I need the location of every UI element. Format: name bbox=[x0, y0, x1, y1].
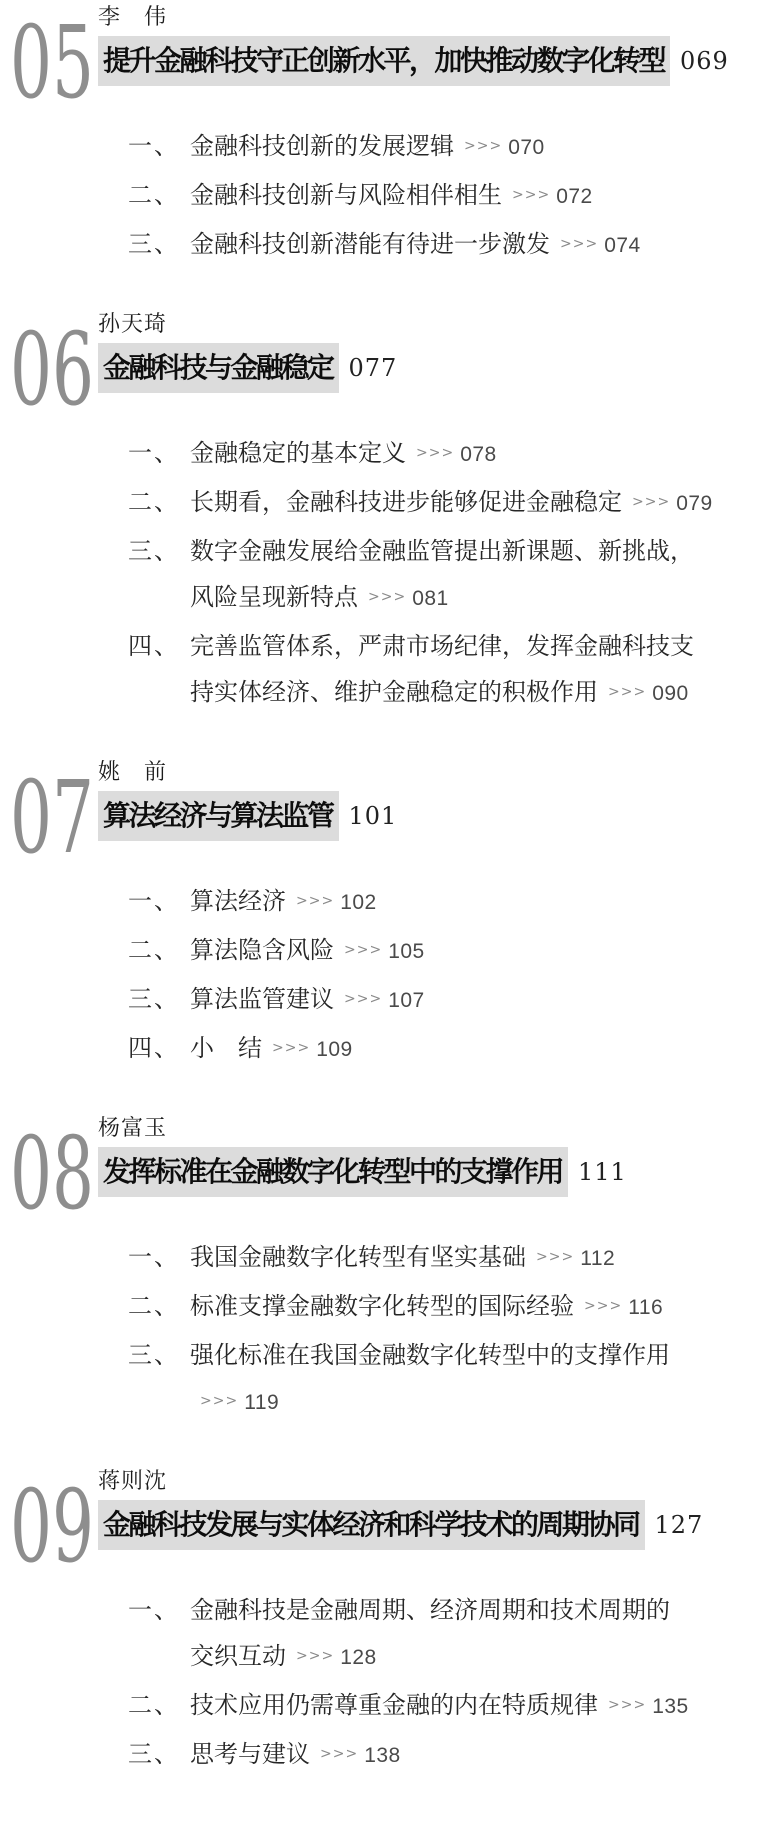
arrow-separator: >>> bbox=[536, 1249, 575, 1265]
toc-item bbox=[128, 1683, 752, 1732]
chapter-page-number: 069 bbox=[680, 47, 729, 75]
toc-section bbox=[10, 2, 752, 271]
arrow-separator: >>> bbox=[608, 1697, 647, 1713]
item-title: 长期看，金融科技进步能够促进金融稳定 bbox=[190, 490, 622, 516]
chapter-item-list bbox=[128, 431, 752, 719]
arrow-separator: >>> bbox=[200, 1393, 239, 1409]
chapter-header bbox=[10, 2, 752, 121]
arrow-separator: >>> bbox=[608, 684, 647, 700]
item-marker: 三、 bbox=[128, 1343, 180, 1369]
item-page-number: 116 bbox=[628, 1296, 664, 1319]
toc-item bbox=[128, 1588, 752, 1683]
chapter-header-main bbox=[98, 1466, 752, 1550]
item-text bbox=[190, 1235, 752, 1284]
chapter-author: 孙天琦 bbox=[98, 311, 168, 336]
arrow-separator: >>> bbox=[416, 445, 455, 461]
chapter-title-row bbox=[98, 791, 752, 841]
item-marker: 二、 bbox=[128, 1294, 180, 1320]
item-marker: 一、 bbox=[128, 889, 180, 915]
item-title: 我国金融数字化转型有坚实基础 bbox=[190, 1245, 526, 1271]
item-text bbox=[190, 977, 752, 1026]
item-page-number: 135 bbox=[652, 1695, 689, 1718]
toc-item bbox=[128, 977, 752, 1026]
item-page-number: 072 bbox=[556, 185, 593, 208]
item-page-number: 138 bbox=[364, 1744, 401, 1767]
chapter-header bbox=[10, 1466, 752, 1585]
item-page-number: 081 bbox=[412, 587, 449, 610]
item-page-number: 074 bbox=[604, 234, 641, 257]
item-marker: 四、 bbox=[128, 1036, 180, 1062]
item-title-line-2: 交织互动 bbox=[190, 1644, 286, 1670]
item-title: 算法隐含风险 bbox=[190, 938, 334, 964]
item-marker: 四、 bbox=[128, 634, 180, 660]
chapter-item-list bbox=[128, 879, 752, 1075]
arrow-separator: >>> bbox=[272, 1040, 311, 1056]
item-title-line-1: 完善监管体系，严肃市场纪律，发挥金融科技支 bbox=[190, 634, 694, 660]
chapter-title: 提升金融科技守正创新水平，加快推动数字化转型 bbox=[98, 36, 670, 86]
item-text bbox=[190, 222, 752, 271]
chapter-title: 发挥标准在金融数字化转型中的支撑作用 bbox=[98, 1147, 568, 1197]
item-marker: 三、 bbox=[128, 987, 180, 1013]
item-title: 算法经济 bbox=[190, 889, 286, 915]
item-page-number: 105 bbox=[388, 940, 425, 963]
arrow-separator: >>> bbox=[632, 494, 671, 510]
chapter-header-main bbox=[98, 1113, 752, 1197]
item-page-number: 109 bbox=[316, 1038, 353, 1061]
item-page-number: 079 bbox=[676, 492, 713, 515]
item-page-number: 102 bbox=[340, 891, 377, 914]
chapter-author: 李 伟 bbox=[98, 4, 168, 29]
chapter-number: 06 bbox=[10, 311, 94, 428]
toc-item bbox=[128, 480, 752, 529]
toc-item bbox=[128, 529, 752, 624]
chapter-title-row bbox=[98, 1147, 752, 1197]
item-title: 金融科技创新潜能有待进一步激发 bbox=[190, 232, 550, 258]
chapter-header-main bbox=[98, 2, 752, 86]
chapter-number: 09 bbox=[10, 1468, 94, 1585]
item-title: 思考与建议 bbox=[190, 1742, 310, 1768]
item-title: 技术应用仍需尊重金融的内在特质规律 bbox=[190, 1693, 598, 1719]
chapter-number: 08 bbox=[10, 1115, 94, 1232]
arrow-separator: >>> bbox=[560, 236, 599, 252]
item-title: 算法监管建议 bbox=[190, 987, 334, 1013]
item-marker: 二、 bbox=[128, 938, 180, 964]
item-text bbox=[190, 124, 752, 173]
chapter-page-number: 101 bbox=[348, 802, 398, 830]
chapter-item-list bbox=[128, 1588, 752, 1781]
toc-item bbox=[128, 1235, 752, 1284]
item-page-number: 128 bbox=[340, 1646, 377, 1669]
toc-item bbox=[128, 928, 752, 977]
item-title: 标准支撑金融数字化转型的国际经验 bbox=[190, 1294, 574, 1320]
chapter-page-number: 111 bbox=[578, 1158, 627, 1186]
chapter-author: 姚 前 bbox=[98, 759, 168, 784]
arrow-separator: >>> bbox=[296, 1648, 335, 1664]
chapter-number: 05 bbox=[10, 4, 94, 121]
chapter-author: 杨富玉 bbox=[98, 1115, 168, 1140]
chapter-item-list bbox=[128, 1235, 752, 1428]
arrow-separator: >>> bbox=[368, 589, 407, 605]
item-text bbox=[190, 1588, 752, 1683]
chapter-title: 算法经济与算法监管 bbox=[98, 791, 339, 841]
toc-section bbox=[10, 757, 752, 1075]
item-title: 小 结 bbox=[190, 1036, 262, 1062]
item-page-number: 112 bbox=[580, 1247, 616, 1270]
item-text bbox=[190, 928, 752, 977]
item-page-number: 090 bbox=[652, 682, 689, 705]
toc-item bbox=[128, 173, 752, 222]
item-text bbox=[190, 1026, 752, 1075]
item-text bbox=[190, 173, 752, 222]
chapter-page-number: 077 bbox=[348, 354, 398, 382]
item-text bbox=[190, 1732, 752, 1781]
toc-section bbox=[10, 1113, 752, 1428]
item-text bbox=[190, 1333, 752, 1428]
chapter-item-list bbox=[128, 124, 752, 271]
item-text bbox=[190, 529, 752, 624]
chapter-header bbox=[10, 1113, 752, 1232]
item-text bbox=[190, 879, 752, 928]
chapter-author: 蒋则沈 bbox=[98, 1468, 168, 1493]
item-text bbox=[190, 480, 752, 529]
item-text bbox=[190, 1683, 752, 1732]
item-text bbox=[190, 624, 752, 719]
chapter-header bbox=[10, 757, 752, 876]
item-page-number: 078 bbox=[460, 443, 497, 466]
item-page-number: 107 bbox=[388, 989, 425, 1012]
arrow-separator: >>> bbox=[344, 942, 383, 958]
item-marker: 一、 bbox=[128, 1245, 180, 1271]
item-marker: 一、 bbox=[128, 441, 180, 467]
chapter-title-row bbox=[98, 36, 752, 86]
item-title: 金融科技创新与风险相伴相生 bbox=[190, 183, 502, 209]
chapter-header bbox=[10, 309, 752, 428]
item-title: 金融科技创新的发展逻辑 bbox=[190, 134, 454, 160]
toc-item bbox=[128, 624, 752, 719]
arrow-separator: >>> bbox=[296, 893, 335, 909]
toc-item bbox=[128, 1284, 752, 1333]
chapter-title: 金融科技与金融稳定 bbox=[98, 343, 339, 393]
toc-item bbox=[128, 879, 752, 928]
chapter-number: 07 bbox=[10, 759, 94, 876]
toc-section bbox=[10, 309, 752, 719]
item-page-number: 119 bbox=[244, 1391, 280, 1414]
arrow-separator: >>> bbox=[344, 991, 383, 1007]
item-title: 强化标准在我国金融数字化转型中的支撑作用 bbox=[190, 1343, 670, 1369]
toc-item bbox=[128, 1732, 752, 1781]
item-text bbox=[190, 1284, 752, 1333]
chapter-title: 金融科技发展与实体经济和科学技术的周期协同 bbox=[98, 1500, 645, 1550]
chapter-title-row bbox=[98, 1500, 752, 1550]
chapter-header-main bbox=[98, 309, 752, 393]
chapter-title-row bbox=[98, 343, 752, 393]
toc-section bbox=[10, 1466, 752, 1781]
item-title-line-1: 金融科技是金融周期、经济周期和技术周期的 bbox=[190, 1598, 670, 1624]
toc-item bbox=[128, 124, 752, 173]
arrow-separator: >>> bbox=[320, 1746, 359, 1762]
toc-item bbox=[128, 431, 752, 480]
toc-item bbox=[128, 1026, 752, 1075]
arrow-separator: >>> bbox=[512, 187, 551, 203]
item-marker: 三、 bbox=[128, 539, 180, 565]
toc-item bbox=[128, 1333, 752, 1428]
item-marker: 三、 bbox=[128, 1742, 180, 1768]
arrow-separator: >>> bbox=[464, 138, 503, 154]
item-marker: 二、 bbox=[128, 1693, 180, 1719]
item-marker: 一、 bbox=[128, 1598, 180, 1624]
item-marker: 二、 bbox=[128, 490, 180, 516]
item-text bbox=[190, 431, 752, 480]
item-marker: 一、 bbox=[128, 134, 180, 160]
item-title-line-2: 风险呈现新特点 bbox=[190, 585, 358, 611]
item-marker: 三、 bbox=[128, 232, 180, 258]
item-marker: 二、 bbox=[128, 183, 180, 209]
item-title: 金融稳定的基本定义 bbox=[190, 441, 406, 467]
chapter-header-main bbox=[98, 757, 752, 841]
item-title-line-2: 持实体经济、维护金融稳定的积极作用 bbox=[190, 680, 598, 706]
toc-item bbox=[128, 222, 752, 271]
item-title-line-1: 数字金融发展给金融监管提出新课题、新挑战， bbox=[190, 539, 694, 565]
arrow-separator: >>> bbox=[584, 1298, 623, 1314]
chapter-page-number: 127 bbox=[654, 1511, 704, 1539]
item-page-number: 070 bbox=[508, 136, 545, 159]
